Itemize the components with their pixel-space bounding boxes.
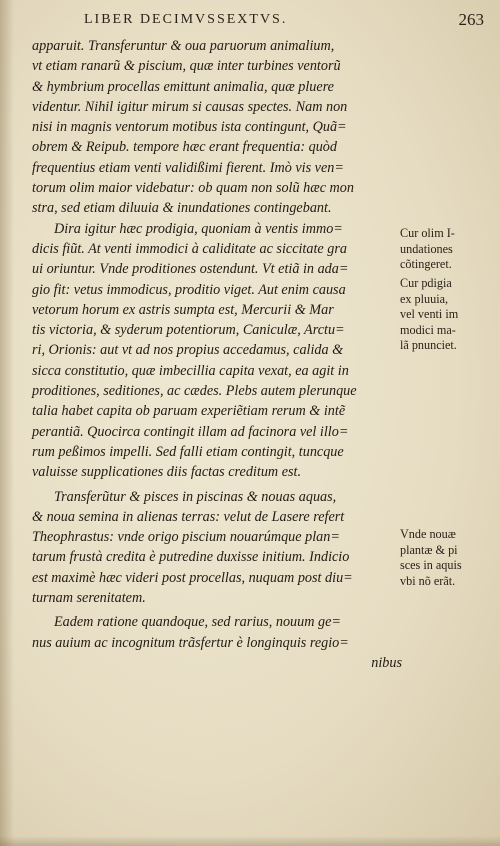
marginal-note-line: plantæ & pi bbox=[400, 542, 458, 557]
text-line: perantiã. Quocirca contingit illam ad facinora vel illo= bbox=[32, 423, 349, 440]
text-line: vt etiam ranarũ & piscium, quæ inter turbines ventorũ bbox=[32, 58, 341, 75]
text-line: ri, Orionis: aut vt ad nos propius accedamus, calida & bbox=[32, 342, 344, 359]
text-line: Transferũtur & pisces in piscinas & nouas aquas, bbox=[54, 488, 337, 505]
text-line: nisi in magnis ventorum motibus ista contingunt, Quã= bbox=[32, 119, 347, 136]
text-line: frequentius etiam venti validißimi fierent. Imò vis ven= bbox=[32, 159, 344, 176]
text-line: gio fit: vetus immodicus, proditio viget. Aut enim causa bbox=[32, 281, 346, 298]
text-line: dicis fiũt. At venti immodici à caliditate ac siccitate gra bbox=[32, 240, 347, 257]
text-line: & hymbrium procellas emittunt animalia, quæ pluere bbox=[32, 78, 334, 95]
gutter-shadow bbox=[0, 0, 14, 846]
text-line: torum olim maior videbatur: ob quam non solũ hæc mon bbox=[32, 180, 354, 197]
text-line: tarum frustà credita è putredine duxisse initium. Indicio bbox=[32, 549, 350, 566]
marginal-note-line: undationes bbox=[400, 241, 453, 256]
text-line: rum peßimos impelli. Sed falli etiam contingit, tuncque bbox=[32, 443, 344, 460]
text-line: apparuit. Transferuntur & oua paruorum animalium, bbox=[32, 38, 335, 54]
text-line: & noua semina in alienas terras: velut de Lasere refert bbox=[32, 508, 345, 525]
page-header bbox=[84, 10, 484, 34]
marginal-note-line: cõtingeret. bbox=[400, 257, 452, 272]
marginal-note-line: vel venti im bbox=[400, 307, 459, 322]
text-line: Dira igitur hæc prodigia, quoniam à ventis immo= bbox=[54, 220, 343, 237]
text-line: tis victoria, & syderum potentiorum, Caniculæ, Arctu= bbox=[32, 322, 345, 339]
text-line: nus auium ac incognitum trãsfertur è longinquis regio= bbox=[32, 634, 349, 651]
text-line: videntur. Nihil igitur mirum si causas spectes. Nam non bbox=[32, 98, 348, 115]
text-line: Theophrastus: vnde origo piscium nouarúmque plan= bbox=[32, 529, 340, 546]
marginal-note-line: vbi nõ erãt. bbox=[400, 573, 456, 588]
marginal-note-line: modici ma- bbox=[400, 322, 456, 337]
marginal-note-line: lã pnunciet. bbox=[400, 338, 457, 353]
running-title: LIBER DECIMVSSEXTVS. bbox=[84, 12, 288, 27]
catchword: nibus bbox=[371, 654, 402, 671]
text-line: ui oriuntur. Vnde proditiones ostendunt. Vt etiã in ada= bbox=[32, 261, 349, 278]
text-line: est maximè hæc videri post procellas, nuquam post diu= bbox=[32, 569, 353, 586]
marginal-note-1 bbox=[400, 226, 496, 273]
marginal-note-3 bbox=[400, 527, 496, 589]
text-line: stra, sed etiam diluuia & inundationes contingebant. bbox=[32, 200, 332, 217]
text-line: sicca constitutio, quæ imbecillia capita vexat, ea agit in bbox=[32, 362, 349, 379]
text-line: talia habet capita ob paruam experiẽtiam rerum & intẽ bbox=[32, 403, 346, 420]
marginal-note-line: ex pluuia, bbox=[400, 291, 449, 306]
text-line: Eadem ratione quandoque, sed rarius, nouum ge= bbox=[54, 614, 341, 631]
text-line: valuisse supplicationes diis factas creditum est. bbox=[32, 464, 302, 481]
text-line: proditiones, seditiones, ac cædes. Plebs autem plerunque bbox=[32, 383, 357, 400]
text-line: vetorum horum ex astris sumpta est, Mercurii & Mar bbox=[32, 301, 334, 318]
main-text-block bbox=[32, 36, 406, 673]
marginal-note-line: Vnde nouæ bbox=[400, 527, 456, 541]
marginal-note-line: Cur pdigia bbox=[400, 276, 452, 290]
marginal-note-line: sces in aquis bbox=[400, 558, 462, 573]
marginal-note-line: Cur olim I- bbox=[400, 226, 455, 240]
text-line: obrem & Reipub. tempore hæc erant frequentia: quòd bbox=[32, 139, 337, 156]
page-number: 263 bbox=[458, 10, 484, 29]
text-line: turnam serenitatem. bbox=[32, 590, 146, 607]
page-bottom-edge bbox=[0, 836, 500, 846]
marginal-note-2 bbox=[400, 276, 496, 354]
